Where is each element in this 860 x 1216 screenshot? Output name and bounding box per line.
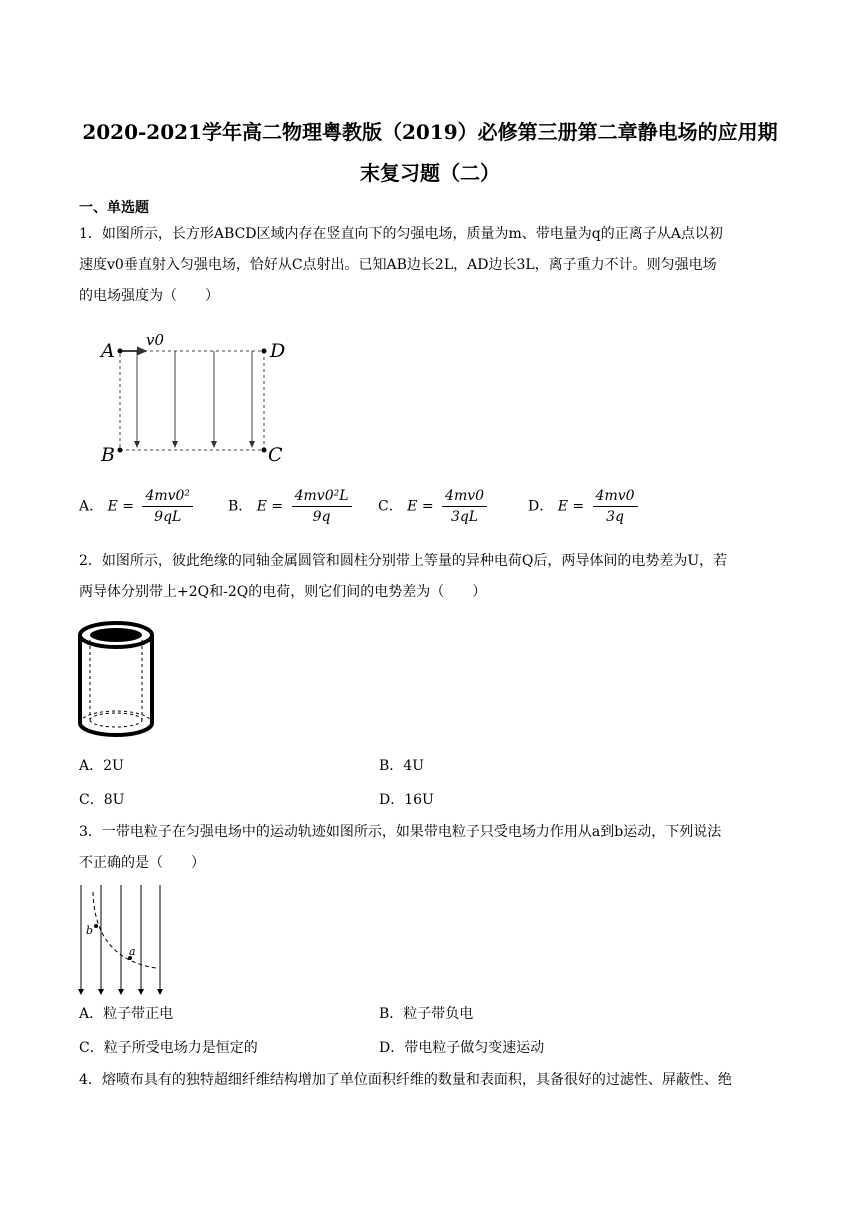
question-3-line2: 不正确的是（ ） xyxy=(79,855,205,871)
option-label: C． xyxy=(378,498,403,515)
q1-option-c[interactable] xyxy=(378,488,487,525)
question-1-line3: 的电场强度为（ ） xyxy=(79,288,219,304)
q1-option-d[interactable] xyxy=(528,488,638,525)
option-lhs: E = xyxy=(557,498,585,515)
question-1-line1: 1．如图所示，长方形ABCD区域内存在竖直向下的匀强电场，质量为m、带电量为q的正离子从A点以初 xyxy=(79,226,723,242)
numerator: 4mv0 xyxy=(442,488,487,507)
q2-option-c[interactable]: C．8U xyxy=(79,792,125,808)
question-3-text xyxy=(79,817,784,879)
page-title-line1: 2020-2021学年高二物理粤教版（2019）必修第三册第二章静电场的应用期 xyxy=(82,120,778,144)
question-1-line2: 速度v0垂直射入匀强电场，恰好从C点射出。已知AB边长2L，AD边长3L，离子重力不计。则匀强电场 xyxy=(79,257,717,273)
fraction xyxy=(593,488,638,525)
denominator: 9q xyxy=(312,509,331,525)
question-1-figure xyxy=(98,330,298,470)
denominator: 3qL xyxy=(450,509,479,525)
denominator: 3q xyxy=(606,509,624,525)
trajectory-figure xyxy=(76,882,166,998)
q3-option-d[interactable]: D．带电粒子做匀变速运动 xyxy=(379,1040,545,1056)
denominator: 9qL xyxy=(154,509,182,525)
option-lhs: E = xyxy=(107,498,134,515)
q1-option-b[interactable] xyxy=(228,488,352,525)
option-label: D． xyxy=(528,498,554,515)
q3-option-c[interactable]: C．粒子所受电场力是恒定的 xyxy=(79,1040,258,1056)
numerator: 4mv0 xyxy=(593,488,638,507)
question-2-text xyxy=(79,546,784,608)
fraction xyxy=(142,488,193,525)
q2-option-b[interactable]: B．4U xyxy=(379,758,424,774)
q1-option-a[interactable] xyxy=(79,488,193,525)
question-1-text xyxy=(79,219,784,312)
question-3-line1: 3．一带电粒子在匀强电场中的运动轨迹如图所示，如果带电粒子只受电场力作用从a到b运动，下列说法 xyxy=(79,824,722,840)
question-2-line1: 2．如图所示，彼此绝缘的同轴金属圆管和圆柱分别带上等量的异种电荷Q后，两导体间的电势差为U，若 xyxy=(79,553,728,569)
point-label-d: D xyxy=(270,340,286,362)
point-label-c: C xyxy=(268,444,283,466)
question-2-line2: 两导体分别带上+2Q和-2Q的电荷，则它们间的电势差为（ ） xyxy=(79,584,487,600)
point-label-b: B xyxy=(101,444,115,466)
page-title-line2: 末复习题（二） xyxy=(360,161,500,185)
cylinder-figure xyxy=(76,620,156,740)
q3-option-b[interactable]: B．粒子带负电 xyxy=(379,1006,474,1022)
field-region-rect xyxy=(120,351,264,450)
point-label-a: a xyxy=(129,945,136,958)
question-4-line1: 4．熔喷布具有的独特超细纤维结构增加了单位面积纤维的数量和表面积，具备很好的过滤性、屏蔽性、绝 xyxy=(79,1072,732,1088)
numerator: 4mv0²L xyxy=(292,488,352,507)
option-lhs: E = xyxy=(407,498,434,515)
velocity-label: v0 xyxy=(146,331,165,349)
option-label: B． xyxy=(228,498,253,515)
section-heading: 一、单选题 xyxy=(79,200,149,216)
point-label-a: A xyxy=(101,340,115,362)
option-label: A． xyxy=(79,498,104,515)
numerator: 4mv0² xyxy=(142,488,193,507)
fraction xyxy=(292,488,352,525)
fraction xyxy=(442,488,487,525)
q2-option-a[interactable]: A．2U xyxy=(79,758,124,774)
option-lhs: E = xyxy=(256,498,284,515)
q3-option-a[interactable]: A．粒子带正电 xyxy=(79,1006,174,1022)
point-label-b: b xyxy=(86,924,94,937)
q2-option-d[interactable]: D．16U xyxy=(379,792,434,808)
